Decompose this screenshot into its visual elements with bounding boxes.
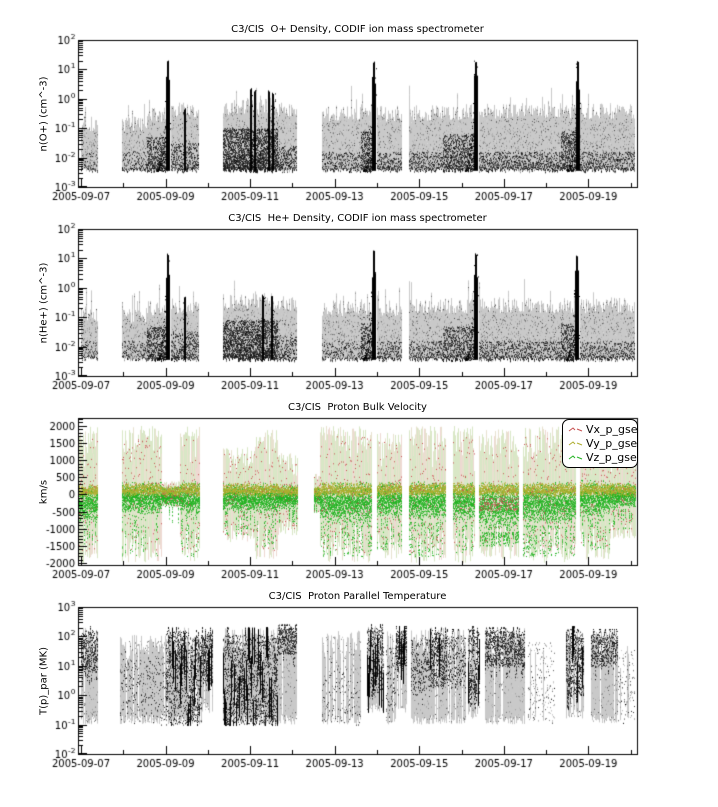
vz-line-sample-icon — [568, 454, 584, 462]
vy-line-sample-icon — [568, 440, 584, 448]
panel3-ylabel: km/s — [38, 479, 50, 504]
legend-label-vy: Vy_p_gse — [586, 436, 638, 450]
legend-item-vx — [568, 422, 638, 436]
panel1-ylabel: n(O+) (cm^-3) — [38, 76, 50, 151]
panel3-title: C3/CIS Proton Bulk Velocity — [288, 402, 427, 413]
legend-item-vy — [568, 436, 638, 450]
panel2-ylabel: n(He+) (cm^-3) — [38, 262, 50, 343]
panel1-title: C3/CIS O+ Density, CODIF ion mass spectrometer — [231, 24, 484, 35]
legend-label-vx: Vx_p_gse — [586, 422, 638, 436]
velocity-legend — [562, 419, 638, 468]
legend-label-vz: Vz_p_gse — [586, 450, 637, 464]
vx-line-sample-icon — [568, 426, 584, 434]
legend-item-vz — [568, 451, 635, 464]
panel2-title: C3/CIS He+ Density, CODIF ion mass spectrometer — [228, 213, 487, 224]
panel4-ylabel: T(p)_par (MK) — [38, 646, 50, 715]
panel4-title: C3/CIS Proton Parallel Temperature — [268, 591, 447, 602]
